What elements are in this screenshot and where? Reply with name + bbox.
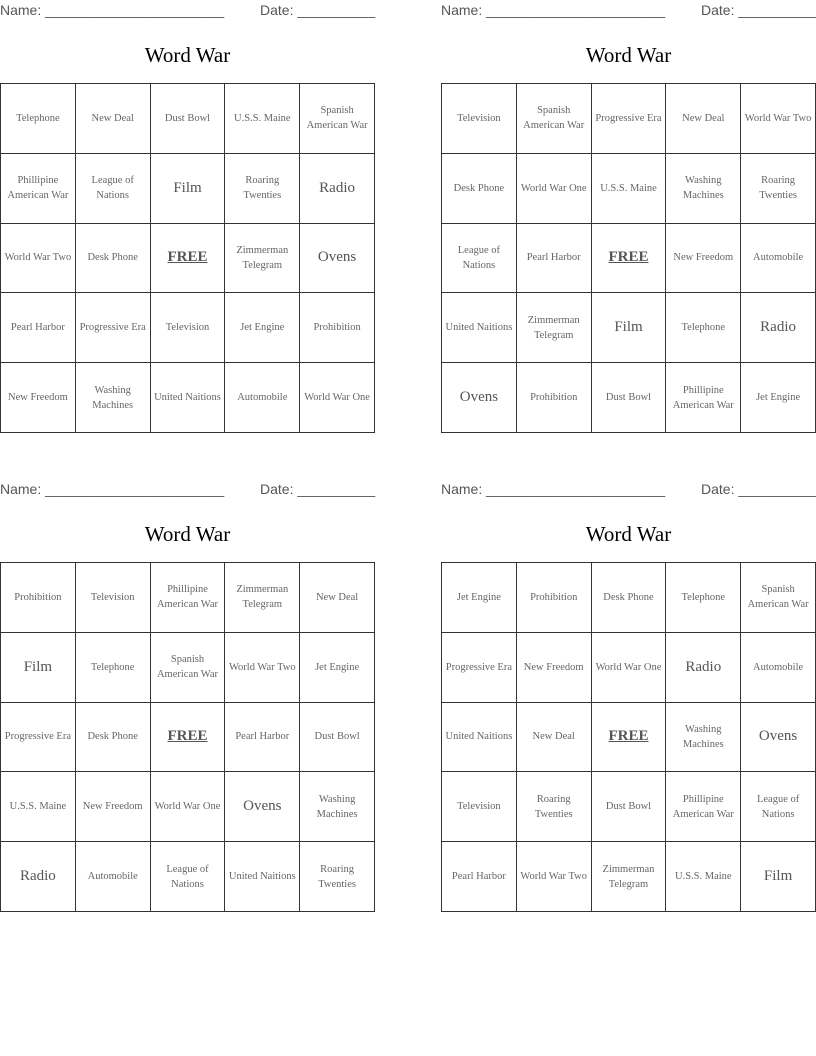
bingo-cell: Roaring Twenties — [225, 154, 300, 224]
date-field-label: Date: __________ — [701, 481, 816, 497]
bingo-cell: Jet Engine — [225, 293, 300, 363]
bingo-cell: Prohibition — [517, 363, 592, 433]
bingo-cell: Zimmerman Telegram — [517, 293, 592, 363]
bingo-cell: League of Nations — [741, 772, 816, 842]
bingo-cell: Television — [151, 293, 226, 363]
bingo-cell: Spanish American War — [151, 633, 226, 703]
bingo-cell: Desk Phone — [442, 154, 517, 224]
bingo-cell: Desk Phone — [76, 703, 151, 773]
bingo-cell: Jet Engine — [300, 633, 375, 703]
bingo-cell: Zimmerman Telegram — [592, 842, 667, 912]
bingo-cell: New Deal — [76, 84, 151, 154]
bingo-cell: Progressive Era — [592, 84, 667, 154]
bingo-cell: Phillipine American War — [151, 563, 226, 633]
bingo-cell: Television — [442, 84, 517, 154]
bingo-cell: Jet Engine — [741, 363, 816, 433]
bingo-cell: Pearl Harbor — [517, 224, 592, 294]
bingo-cell: Film — [1, 633, 76, 703]
bingo-cell: Ovens — [741, 703, 816, 773]
name-field-label: Name: _______________________ — [0, 2, 225, 18]
bingo-cell: U.S.S. Maine — [666, 842, 741, 912]
bingo-cell: United Naitions — [225, 842, 300, 912]
bingo-cell: Roaring Twenties — [517, 772, 592, 842]
card-title: Word War — [585, 522, 672, 546]
bingo-cell: Ovens — [300, 224, 375, 294]
bingo-cell: United Naitions — [151, 363, 226, 433]
bingo-cell: Phillipine American War — [1, 154, 76, 224]
bingo-cell: New Deal — [300, 563, 375, 633]
bingo-cell: United Naitions — [442, 293, 517, 363]
bingo-cell: Phillipine American War — [666, 363, 741, 433]
bingo-cell: League of Nations — [442, 224, 517, 294]
bingo-cell: Television — [76, 563, 151, 633]
bingo-cell: Ovens — [442, 363, 517, 433]
free-space-cell: FREE — [151, 224, 226, 294]
bingo-cell: World War Two — [517, 842, 592, 912]
bingo-cell: U.S.S. Maine — [225, 84, 300, 154]
bingo-cell: U.S.S. Maine — [1, 772, 76, 842]
bingo-cell: Spanish American War — [741, 563, 816, 633]
bingo-cell: Washing Machines — [666, 703, 741, 773]
bingo-cell: Dust Bowl — [300, 703, 375, 773]
card-title: Word War — [585, 43, 672, 67]
bingo-cell: Washing Machines — [76, 363, 151, 433]
bingo-cell: Roaring Twenties — [741, 154, 816, 224]
bingo-cell: Pearl Harbor — [1, 293, 76, 363]
bingo-cell: Dust Bowl — [592, 363, 667, 433]
bingo-cell: Radio — [666, 633, 741, 703]
name-field-label: Name: _______________________ — [0, 481, 225, 497]
bingo-cell: Ovens — [225, 772, 300, 842]
bingo-cell: New Freedom — [517, 633, 592, 703]
bingo-cell: New Freedom — [76, 772, 151, 842]
bingo-cell: Dust Bowl — [592, 772, 667, 842]
free-space-cell: FREE — [592, 703, 667, 773]
bingo-cell: Desk Phone — [76, 224, 151, 294]
bingo-cell: World War One — [151, 772, 226, 842]
bingo-cell: U.S.S. Maine — [592, 154, 667, 224]
bingo-cell: Prohibition — [300, 293, 375, 363]
name-field-label: Name: _______________________ — [441, 481, 666, 497]
bingo-cell: World War One — [592, 633, 667, 703]
bingo-cell: United Naitions — [442, 703, 517, 773]
bingo-cell: Automobile — [225, 363, 300, 433]
bingo-cell: Progressive Era — [1, 703, 76, 773]
card-header — [0, 0, 375, 20]
bingo-grid — [441, 562, 816, 912]
bingo-cell: Film — [741, 842, 816, 912]
bingo-cell: League of Nations — [76, 154, 151, 224]
bingo-cell: World War Two — [741, 84, 816, 154]
bingo-cell: Zimmerman Telegram — [225, 563, 300, 633]
card-header — [0, 479, 375, 499]
card-header — [441, 479, 816, 499]
bingo-cell: World War One — [300, 363, 375, 433]
bingo-cell: Radio — [1, 842, 76, 912]
bingo-cell: Film — [592, 293, 667, 363]
bingo-cell: Radio — [300, 154, 375, 224]
bingo-cell: Television — [442, 772, 517, 842]
bingo-cell: Film — [151, 154, 226, 224]
bingo-cell: Washing Machines — [666, 154, 741, 224]
bingo-cell: Automobile — [741, 633, 816, 703]
bingo-cell: World War One — [517, 154, 592, 224]
name-field-label: Name: _______________________ — [441, 2, 666, 18]
bingo-cell: Roaring Twenties — [300, 842, 375, 912]
bingo-grid — [0, 83, 375, 433]
bingo-cell: Radio — [741, 293, 816, 363]
bingo-cell: Telephone — [666, 563, 741, 633]
bingo-cell: New Deal — [517, 703, 592, 773]
free-space-cell: FREE — [592, 224, 667, 294]
bingo-cell: Spanish American War — [517, 84, 592, 154]
date-field-label: Date: __________ — [260, 2, 376, 18]
bingo-cell: World War Two — [1, 224, 76, 294]
bingo-cell: Telephone — [76, 633, 151, 703]
bingo-cell: New Freedom — [1, 363, 76, 433]
bingo-cell: New Deal — [666, 84, 741, 154]
bingo-cell: Telephone — [666, 293, 741, 363]
card-title: Word War — [144, 522, 231, 546]
bingo-grid — [441, 83, 816, 433]
bingo-cell: Zimmerman Telegram — [225, 224, 300, 294]
bingo-cell: Pearl Harbor — [225, 703, 300, 773]
bingo-cell: Automobile — [76, 842, 151, 912]
bingo-cell: Prohibition — [1, 563, 76, 633]
bingo-cell: Dust Bowl — [151, 84, 226, 154]
date-field-label: Date: __________ — [260, 481, 376, 497]
card-title: Word War — [144, 43, 231, 67]
bingo-cell: Jet Engine — [442, 563, 517, 633]
bingo-cell: World War Two — [225, 633, 300, 703]
bingo-cell: Progressive Era — [442, 633, 517, 703]
bingo-cell: Phillipine American War — [666, 772, 741, 842]
free-space-cell: FREE — [151, 703, 226, 773]
card-header — [441, 0, 816, 20]
bingo-cell: New Freedom — [666, 224, 741, 294]
bingo-cell: Pearl Harbor — [442, 842, 517, 912]
bingo-cell: Automobile — [741, 224, 816, 294]
bingo-cell: Desk Phone — [592, 563, 667, 633]
bingo-cell: Prohibition — [517, 563, 592, 633]
bingo-cell: League of Nations — [151, 842, 226, 912]
bingo-cell: Spanish American War — [300, 84, 375, 154]
bingo-cell: Progressive Era — [76, 293, 151, 363]
bingo-grid — [0, 562, 375, 912]
bingo-cell: Washing Machines — [300, 772, 375, 842]
date-field-label: Date: __________ — [701, 2, 816, 18]
bingo-cell: Telephone — [1, 84, 76, 154]
